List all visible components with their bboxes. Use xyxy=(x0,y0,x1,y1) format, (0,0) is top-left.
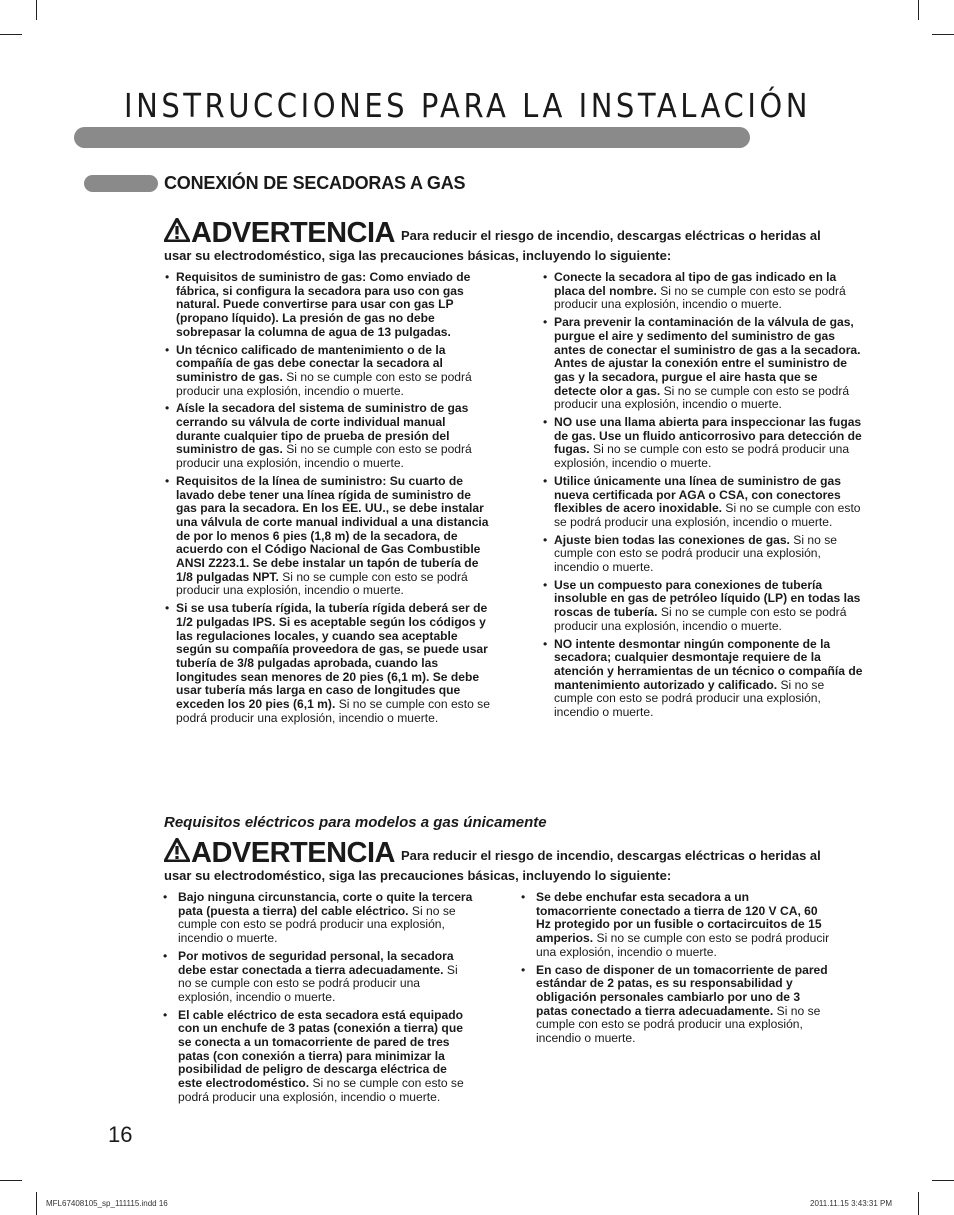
bullet-dot: • xyxy=(543,636,548,651)
bullet-item xyxy=(165,344,490,399)
bullet-normal-text: Si no se cumple con esto se podrá producir una explosión, incendio o muerte. xyxy=(536,1003,821,1046)
bullet-bold-text: Use un compuesto para conexiones de tubería insoluble en gas de petróleo líquido (LP) en todas las roscas de tubería. xyxy=(554,577,861,620)
crop-mark xyxy=(0,34,22,35)
bullet-dot: • xyxy=(165,401,170,416)
bullet-bold-text: Requisitos de la línea de suministro: Su cuarto de lavado debe tener una línea rígida de suministro de gas para la secadora. En los EE. UU., se debe instalar una válvula de corte manual individual a una distancia de por lo menos 6 pies (1,8 m) de la secadora, de acuerdo con el Código Nacional de Gas Combustible ANSI Z223.1. Se debe instalar un tapón de tubería de 1/8 pulgadas NPT. xyxy=(176,473,489,584)
bullet-item xyxy=(543,534,863,575)
bullet-item xyxy=(543,271,863,312)
warning-block-2 xyxy=(164,838,834,883)
footer-file-info: MFL67408105_sp_111115.indd 16 xyxy=(46,1199,168,1208)
warning1-right-column xyxy=(543,271,863,724)
bullet-item xyxy=(543,475,863,530)
bullet-dot: • xyxy=(543,532,548,547)
bullet-dot: • xyxy=(543,415,548,430)
bullet-bold-text: Para prevenir la contaminación de la válvula de gas, purgue el aire y sedimento del suministro de gas antes de conectar el suministro de gas a la secadora. Antes de ajustar la conexión entre el suministro de gas y la secadora, purgue el aire hasta que se detecte olor a gas. xyxy=(554,315,861,398)
bullet-dot: • xyxy=(165,270,170,284)
warning2-left-column xyxy=(163,891,473,1109)
crop-mark xyxy=(36,0,37,20)
crop-mark xyxy=(932,34,954,35)
bullet-bold-text: Utilice únicamente una línea de suministro de gas nueva certificada por AGA o CSA, con conectores flexibles de acero inoxidable. xyxy=(554,473,841,516)
bullet-bold-text: Se debe enchufar esta secadora a un tomacorriente conectado a tierra de 120 V CA, 60 Hz protegido por un fusible o cortacircuitos de 15 amperios. xyxy=(536,890,822,946)
bullet-normal-text: Si no se cumple con esto se podrá producir una explosión, incendio o muerte. xyxy=(176,569,468,598)
bullet-normal-text: Si no se cumple con esto se podrá producir una explosión, incendio o muerte. xyxy=(554,501,861,529)
bullet-normal-text: Si no se cumple con esto se podrá producir una explosión, incendio o muerte. xyxy=(178,903,456,946)
bullet-normal-text: Si no se cumple con esto se podrá producir una explosión, incendio o muerte. xyxy=(554,605,847,633)
page-title: INSTRUCCIONES PARA LA INSTALACIÓN xyxy=(124,86,812,125)
bullet-normal-text: Si no se cumple con esto se podrá producir una explosión, incendio o muerte. xyxy=(176,442,472,471)
bullet-bold-text: Si se usa tubería rígida, la tubería rígida deberá ser de 1/2 pulgadas IPS. Si es aceptable según los códigos y las regulaciones locales, y cuando sea aceptable según su compañía proveedora de gas, se puede usar tubería de 3/8 pulgadas aprobada, cuando las longitudes sean menores de 20 pies (6,1 m). Se debe usar tubería más larga en caso de longitudes que exceden los 20 pies (6,1 m). xyxy=(176,601,488,712)
warning1-left-column xyxy=(165,271,490,730)
bullet-bold-text: Un técnico calificado de mantenimiento o de la compañía de gas debe conectar la secadora al suministro de gas. xyxy=(176,342,446,384)
bullet-item xyxy=(543,579,863,634)
bullet-dot: • xyxy=(543,315,548,330)
bullet-bold-text: Bajo ninguna circunstancia, corte o quite la tercera pata (puesta a tierra) del cable eléctrico. xyxy=(178,890,473,918)
bullet-bold-text: Requisitos de suministro de gas: Como enviado de fábrica, si configura la secadora para uso con gas natural. Puede convertirse para usar con gas LP (propano líquido). La presión de gas no debe sobrepasar la columna de agua de 13 pulgadas. xyxy=(176,270,471,339)
bullet-bold-text: NO intente desmontar ningún componente de la secadora; cualquier desmontaje requiere de la atención y herramientas de un técnico o compañía de mantenimiento autorizado y calificado. xyxy=(554,636,863,692)
bullet-dot: • xyxy=(543,577,548,592)
bullet-bold-text: Por motivos de seguridad personal, la secadora debe estar conectada a tierra adecuadamente. xyxy=(178,948,454,977)
bullet-dot: • xyxy=(521,962,526,977)
warning2-right-column xyxy=(521,891,831,1050)
crop-mark xyxy=(918,0,919,20)
warning-triangle-icon xyxy=(164,218,190,242)
crop-mark xyxy=(918,1192,919,1215)
bullet-normal-text: Si no se cumple con esto se podrá producir una explosión, incendio o muerte. xyxy=(554,283,846,312)
bullet-item xyxy=(163,950,473,1005)
bullet-bold-text: Conecte la secadora al tipo de gas indicado en la placa del nombre. xyxy=(554,270,837,298)
bullet-normal-text: Si no se cumple con esto se podrá producir una explosión, incendio o muerte. xyxy=(536,931,830,959)
bullet-dot: • xyxy=(165,473,170,488)
crop-mark xyxy=(0,1180,22,1181)
bullet-dot: • xyxy=(521,890,526,904)
footer-timestamp: 2011.11.15 3:43:31 PM xyxy=(810,1199,892,1208)
warning-block-1 xyxy=(164,218,834,263)
page-number: 16 xyxy=(108,1122,133,1147)
bullet-dot: • xyxy=(543,270,548,284)
bullet-item xyxy=(165,602,490,725)
bullet-dot: • xyxy=(163,890,168,904)
crop-mark xyxy=(932,1180,954,1181)
bullet-item xyxy=(165,271,490,340)
bullet-normal-text: Si no se cumple con esto se podrá producir una explosión, incendio o muerte. xyxy=(178,962,458,1004)
bullet-dot: • xyxy=(163,1007,168,1022)
title-bar xyxy=(74,127,750,148)
electrical-subheading: Requisitos eléctricos para modelos a gas únicamente xyxy=(164,814,547,831)
bullet-bold-text: NO use una llama abierta para inspeccionar las fugas de gas. Use un fluido anticorrosivo para detección de fugas. xyxy=(554,415,862,457)
bullet-dot: • xyxy=(543,473,548,488)
bullet-dot: • xyxy=(163,948,168,963)
warning-triangle-icon xyxy=(164,838,190,862)
bullet-normal-text: Si no se cumple con esto se podrá producir una explosión, incendio o muerte. xyxy=(554,677,825,720)
bullet-normal-text: Si no se cumple con esto se podrá producir una explosión, incendio o muerte. xyxy=(554,442,850,471)
bullet-bold-text: En caso de disponer de un tomacorriente de pared estándar de 2 patas, es su responsabilidad y obligación personales cambiarlo por uno de 3 patas conectado a tierra adecuadamente. xyxy=(536,962,828,1018)
bullet-normal-text: Si no se cumple con esto se podrá producir una explosión, incendio o muerte. xyxy=(178,1076,464,1104)
bullet-normal-text: Si no se cumple con esto se podrá producir una explosión, incendio o muerte. xyxy=(176,697,490,725)
bullet-item xyxy=(165,475,490,598)
bullet-item xyxy=(521,891,831,960)
warning-label: ADVERTENCIA xyxy=(191,837,395,869)
bullet-item xyxy=(165,402,490,471)
section-pill xyxy=(84,175,158,192)
bullet-dot: • xyxy=(165,342,170,357)
bullet-item xyxy=(163,891,473,946)
warning-text: Para reducir el riesgo de incendio, descargas eléctricas o heridas al usar su electrodoméstico, siga las precauciones básicas, incluyendo lo siguiente: xyxy=(164,848,821,883)
warning-text: Para reducir el riesgo de incendio, descargas eléctricas o heridas al usar su electrodoméstico, siga las precauciones básicas, incluyendo lo siguiente: xyxy=(164,228,821,263)
bullet-item xyxy=(543,638,863,720)
bullet-normal-text: Si no se cumple con esto se podrá producir una explosión, incendio o muerte. xyxy=(176,369,472,398)
warning-label: ADVERTENCIA xyxy=(191,217,395,249)
section-title: CONEXIÓN DE SECADORAS A GAS xyxy=(164,173,466,193)
bullet-normal-text: Si no se cumple con esto se podrá producir una explosión, incendio o muerte. xyxy=(554,532,837,575)
bullet-bold-text: El cable eléctrico de esta secadora está equipado con un enchufe de 3 patas (conexión a tierra) que se conecta a un tomacorriente de pared de tres patas (con conexión a tierra) para minimizar la posibilidad de peligro de descarga eléctrica de este electrodoméstico. xyxy=(178,1007,464,1091)
bullet-dot: • xyxy=(165,601,170,616)
bullet-item xyxy=(543,316,863,412)
bullet-item xyxy=(163,1009,473,1105)
crop-mark xyxy=(36,1192,37,1215)
bullet-item xyxy=(521,964,831,1046)
bullet-bold-text: Ajuste bien todas las conexiones de gas. xyxy=(554,532,790,547)
bullet-normal-text: Si no se cumple con esto se podrá producir una explosión, incendio o muerte. xyxy=(554,383,850,412)
bullet-item xyxy=(543,416,863,471)
bullet-bold-text: Aísle la secadora del sistema de suministro de gas cerrando su válvula de corte individual manual durante cualquier tipo de prueba de presión del suministro de gas. xyxy=(176,401,469,457)
